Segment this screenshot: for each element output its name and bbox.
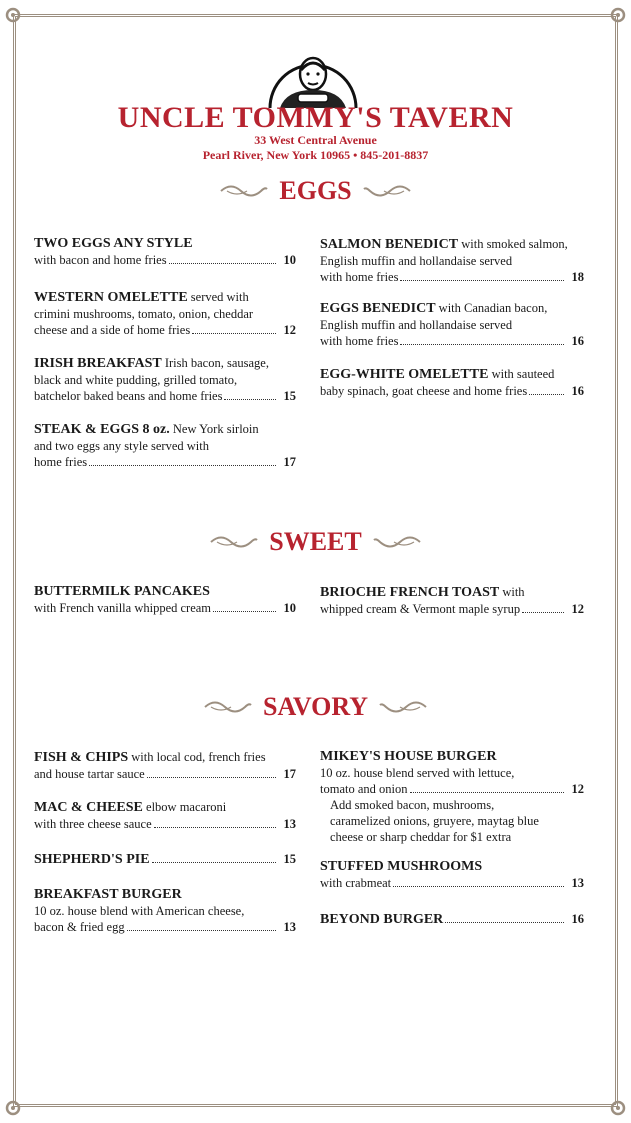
item-desc: 10 oz. house blend served with lettuce, — [320, 766, 515, 780]
dot-leader — [147, 776, 276, 778]
item-name: BREAKFAST BURGER — [34, 887, 182, 902]
item-name: BRIOCHE FRENCH TOAST — [320, 585, 500, 600]
corner-flourish-icon — [601, 1091, 627, 1117]
flourish-right-icon — [362, 183, 412, 199]
section-title: SAVORY — [262, 692, 368, 721]
item-price: 16 — [571, 334, 584, 348]
item-desc: English muffin and hollandaise served — [320, 254, 513, 268]
item-price: 17 — [283, 767, 296, 781]
item-name: STEAK & EGGS 8 oz. — [34, 422, 170, 437]
section-title: SWEET — [269, 527, 362, 556]
section-heading-eggs — [0, 176, 631, 206]
item-price: 12 — [283, 323, 296, 337]
dot-leader — [522, 611, 564, 613]
corner-flourish-icon — [4, 1091, 30, 1117]
item-desc: with Canadian bacon, — [435, 301, 548, 315]
dot-leader — [152, 861, 276, 863]
item-name: EGGS BENEDICT — [320, 301, 436, 316]
corner-flourish-icon — [601, 6, 627, 32]
item-desc: with three cheese sauce — [34, 817, 152, 831]
dot-leader — [213, 610, 276, 612]
section-heading-savory — [0, 692, 631, 722]
dot-leader — [89, 464, 276, 466]
dot-leader — [154, 826, 276, 828]
menu-item — [320, 300, 584, 349]
flourish-right-icon — [372, 534, 422, 550]
item-desc: Irish bacon, sausage, — [161, 356, 269, 370]
item-price: 12 — [571, 602, 584, 616]
menu-item — [320, 911, 584, 928]
item-name: WESTERN OMELETTE — [34, 290, 188, 305]
flourish-left-icon — [209, 534, 259, 550]
item-price: 16 — [571, 384, 584, 398]
menu-item — [34, 355, 296, 404]
dot-leader — [393, 885, 564, 887]
item-desc: with home fries — [320, 270, 399, 284]
item-desc: elbow macaroni — [142, 800, 227, 814]
item-desc: English muffin and hollandaise served — [320, 318, 513, 332]
item-name: EGG-WHITE OMELETTE — [320, 367, 489, 382]
menu-item — [320, 749, 584, 845]
item-desc: with smoked salmon, — [458, 237, 568, 251]
menu-item — [320, 859, 584, 891]
item-name: TWO EGGS ANY STYLE — [34, 236, 193, 251]
item-name: BEYOND BURGER — [320, 912, 444, 927]
item-desc: with home fries — [320, 334, 399, 348]
menu-item — [320, 236, 584, 285]
dot-leader — [445, 921, 564, 923]
item-desc: with French vanilla whipped cream — [34, 601, 212, 615]
dot-leader — [400, 279, 564, 281]
item-name: MAC & CHEESE — [34, 800, 143, 815]
item-price: 13 — [571, 876, 584, 890]
flourish-left-icon — [219, 183, 269, 199]
item-price: 18 — [571, 270, 584, 284]
item-price: 10 — [283, 601, 296, 615]
menu-item — [34, 749, 296, 782]
item-name: IRISH BREAKFAST — [34, 356, 162, 371]
menu-item — [34, 584, 296, 616]
item-desc: and two eggs any style served with — [34, 439, 209, 453]
item-price: 13 — [283, 920, 296, 934]
menu-item — [34, 887, 296, 935]
item-price: 15 — [283, 389, 296, 403]
item-name: BUTTERMILK PANCAKES — [34, 584, 210, 599]
item-price: 10 — [283, 253, 296, 267]
corner-flourish-icon — [4, 6, 30, 32]
item-desc: whipped cream & Vermont maple syrup — [320, 602, 521, 616]
city-phone: Pearl River, New York 10965 • 845-201-8837 — [202, 148, 429, 162]
menu-item — [34, 421, 296, 470]
item-desc: home fries — [34, 455, 88, 469]
section-title: EGGS — [279, 176, 352, 205]
item-desc: cheese and a side of home fries — [34, 323, 191, 337]
dot-leader — [192, 332, 276, 334]
menu-item — [320, 584, 584, 617]
item-desc: with local cod, french fries — [128, 750, 266, 764]
item-name: MIKEY'S HOUSE BURGER — [320, 749, 497, 764]
flourish-right-icon — [378, 699, 428, 715]
menu-item — [34, 289, 296, 338]
menu-item — [34, 799, 296, 832]
item-addon: cheese or sharp cheddar for $1 extra — [330, 830, 512, 844]
menu-item — [34, 236, 296, 268]
item-price: 13 — [283, 817, 296, 831]
item-desc: baby spinach, goat cheese and home fries — [320, 384, 528, 398]
item-desc: batchelor baked beans and home fries — [34, 389, 223, 403]
item-desc: black and white pudding, grilled tomato, — [34, 373, 238, 387]
item-price: 15 — [283, 852, 296, 866]
item-desc: with sauteed — [488, 367, 555, 381]
dot-leader — [410, 791, 565, 793]
item-name: SALMON BENEDICT — [320, 237, 459, 252]
street-address: 33 West Central Avenue — [254, 133, 377, 147]
section-heading-sweet — [0, 527, 631, 557]
dot-leader — [169, 262, 276, 264]
item-price: 17 — [283, 455, 296, 469]
dot-leader — [400, 343, 564, 345]
item-desc: and house tartar sauce — [34, 767, 145, 781]
item-desc: with — [499, 585, 525, 599]
restaurant-name: UNCLE TOMMY'S TAVERN — [117, 101, 514, 134]
item-desc: tomato and onion — [320, 782, 408, 796]
menu-item — [320, 366, 584, 399]
item-desc: served with — [187, 290, 249, 304]
item-desc: New York sirloin — [169, 422, 259, 436]
dot-leader — [127, 929, 276, 931]
item-price: 12 — [571, 782, 584, 796]
menu-item — [34, 851, 296, 868]
item-desc: bacon & fried egg — [34, 920, 125, 934]
item-desc: crimini mushrooms, tomato, onion, cheddar — [34, 307, 254, 321]
item-price: 16 — [571, 912, 584, 926]
dot-leader — [529, 393, 564, 395]
dot-leader — [224, 398, 276, 400]
item-name: STUFFED MUSHROOMS — [320, 859, 483, 874]
item-desc: with crabmeat — [320, 876, 392, 890]
item-desc: with bacon and home fries — [34, 253, 167, 267]
item-desc: 10 oz. house blend with American cheese, — [34, 904, 245, 918]
item-name: SHEPHERD'S PIE — [34, 852, 150, 867]
flourish-left-icon — [203, 699, 253, 715]
item-addon: caramelized onions, gruyere, maytag blue — [330, 814, 539, 828]
item-addon: Add smoked bacon, mushrooms, — [330, 798, 495, 812]
item-name: FISH & CHIPS — [34, 750, 129, 765]
